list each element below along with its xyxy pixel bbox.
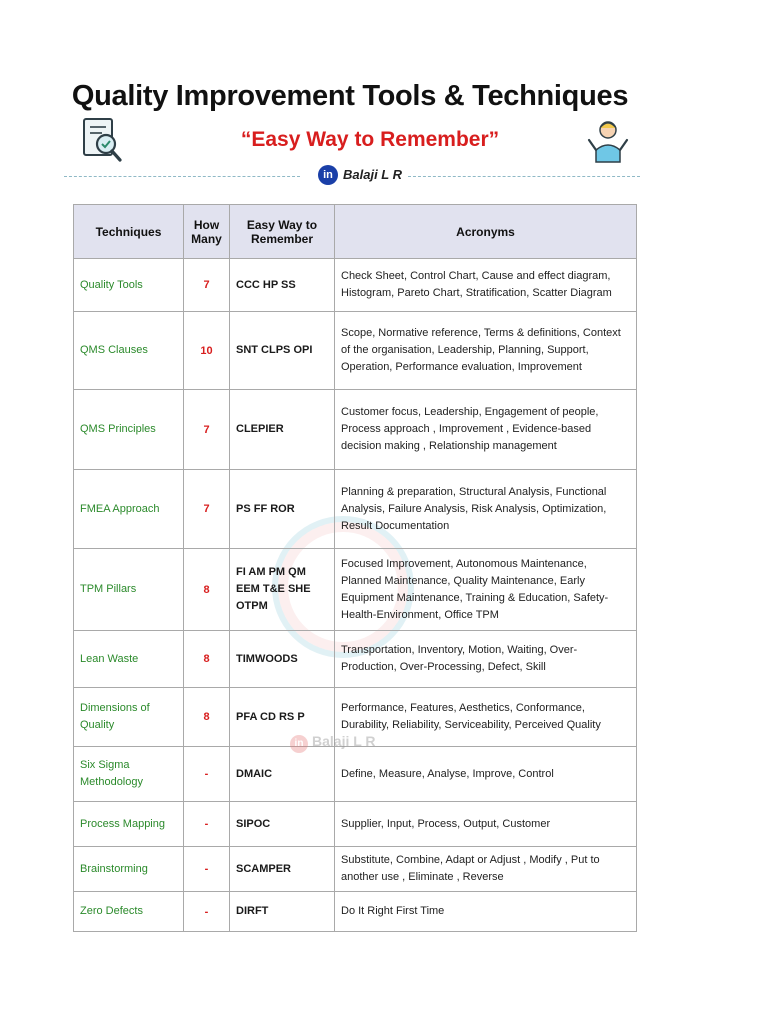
mnemonic-cell: PS FF ROR xyxy=(230,470,335,549)
table-row xyxy=(74,802,637,847)
technique-cell: Zero Defects xyxy=(74,892,184,932)
acronyms-cell: Scope, Normative reference, Terms & definitions, Context of the organisation, Leadership, Planning, Support, Operation, Performance evaluation, Improvement xyxy=(335,312,637,390)
count-cell: 10 xyxy=(184,312,230,390)
technique-cell: Process Mapping xyxy=(74,802,184,847)
count-cell: 8 xyxy=(184,631,230,688)
shrugging-person-icon xyxy=(586,116,630,164)
divider-left xyxy=(64,176,300,177)
technique-cell: Lean Waste xyxy=(74,631,184,688)
table-row xyxy=(74,312,637,390)
count-cell: 7 xyxy=(184,470,230,549)
acronyms-cell: Customer focus, Leadership, Engagement of people, Process approach , Improvement , Evidence-based decision making , Relationship management xyxy=(335,390,637,470)
table-row xyxy=(74,631,637,688)
mnemonic-cell: CLEPIER xyxy=(230,390,335,470)
watermark-linkedin-icon: in xyxy=(290,735,308,753)
page-title: Quality Improvement Tools & Techniques xyxy=(71,80,629,112)
column-header-easy-way: Easy Way to Remember xyxy=(230,205,335,259)
technique-cell: Quality Tools xyxy=(74,259,184,312)
mnemonic-cell: FI AM PM QM EEM T&E SHE OTPM xyxy=(230,549,335,631)
linkedin-icon: in xyxy=(318,165,338,185)
table-row xyxy=(74,470,637,549)
acronyms-cell: Do It Right First Time xyxy=(335,892,637,932)
techniques-table xyxy=(73,204,637,932)
author-name: Balaji L R xyxy=(343,167,403,182)
acronyms-cell: Define, Measure, Analyse, Improve, Control xyxy=(335,747,637,802)
column-header-acronyms: Acronyms xyxy=(335,205,637,259)
table-row xyxy=(74,892,637,932)
divider-right xyxy=(408,176,640,177)
table-row xyxy=(74,390,637,470)
table-row xyxy=(74,549,637,631)
technique-cell: FMEA Approach xyxy=(74,470,184,549)
count-cell: - xyxy=(184,892,230,932)
acronyms-cell: Check Sheet, Control Chart, Cause and effect diagram, Histogram, Pareto Chart, Stratification, Scatter Diagram xyxy=(335,259,637,312)
count-cell: 8 xyxy=(184,688,230,747)
technique-cell: Six Sigma Methodology xyxy=(74,747,184,802)
mnemonic-cell: SCAMPER xyxy=(230,847,335,892)
mnemonic-cell: SNT CLPS OPI xyxy=(230,312,335,390)
acronyms-cell: Substitute, Combine, Adapt or Adjust , Modify , Put to another use , Eliminate , Reverse xyxy=(335,847,637,892)
table-header-row xyxy=(74,205,637,259)
acronyms-cell: Transportation, Inventory, Motion, Waiting, Over-Production, Over-Processing, Defect, Skill xyxy=(335,631,637,688)
technique-cell: QMS Principles xyxy=(74,390,184,470)
technique-cell: Dimensions of Quality xyxy=(74,688,184,747)
technique-cell: Brainstorming xyxy=(74,847,184,892)
mnemonic-cell: DMAIC xyxy=(230,747,335,802)
table-row xyxy=(74,747,637,802)
technique-cell: TPM Pillars xyxy=(74,549,184,631)
page-subtitle: “Easy Way to Remember” xyxy=(240,128,500,151)
acronyms-cell: Supplier, Input, Process, Output, Customer xyxy=(335,802,637,847)
column-header-how-many: How Many xyxy=(184,205,230,259)
count-cell: 7 xyxy=(184,390,230,470)
count-cell: - xyxy=(184,747,230,802)
column-header-techniques: Techniques xyxy=(74,205,184,259)
count-cell: 8 xyxy=(184,549,230,631)
mnemonic-cell: PFA CD RS P xyxy=(230,688,335,747)
acronyms-cell: Planning & preparation, Structural Analysis, Functional Analysis, Failure Analysis, Risk Analysis, Optimization, Result Documentation xyxy=(335,470,637,549)
mnemonic-cell: DIRFT xyxy=(230,892,335,932)
acronyms-cell: Focused Improvement, Autonomous Maintenance, Planned Maintenance, Quality Maintenance, Early Equipment Maintenance, Training & Education, Safety-Health-Environment, Office TPM xyxy=(335,549,637,631)
table-row xyxy=(74,259,637,312)
mnemonic-cell: SIPOC xyxy=(230,802,335,847)
table-row xyxy=(74,847,637,892)
mnemonic-cell: TIMWOODS xyxy=(230,631,335,688)
count-cell: 7 xyxy=(184,259,230,312)
technique-cell: QMS Clauses xyxy=(74,312,184,390)
count-cell: - xyxy=(184,802,230,847)
watermark-name: Balaji L R xyxy=(312,733,376,749)
mnemonic-cell: CCC HP SS xyxy=(230,259,335,312)
count-cell: - xyxy=(184,847,230,892)
table-row xyxy=(74,688,637,747)
acronyms-cell: Performance, Features, Aesthetics, Conformance, Durability, Reliability, Serviceability, Perceived Quality xyxy=(335,688,637,747)
